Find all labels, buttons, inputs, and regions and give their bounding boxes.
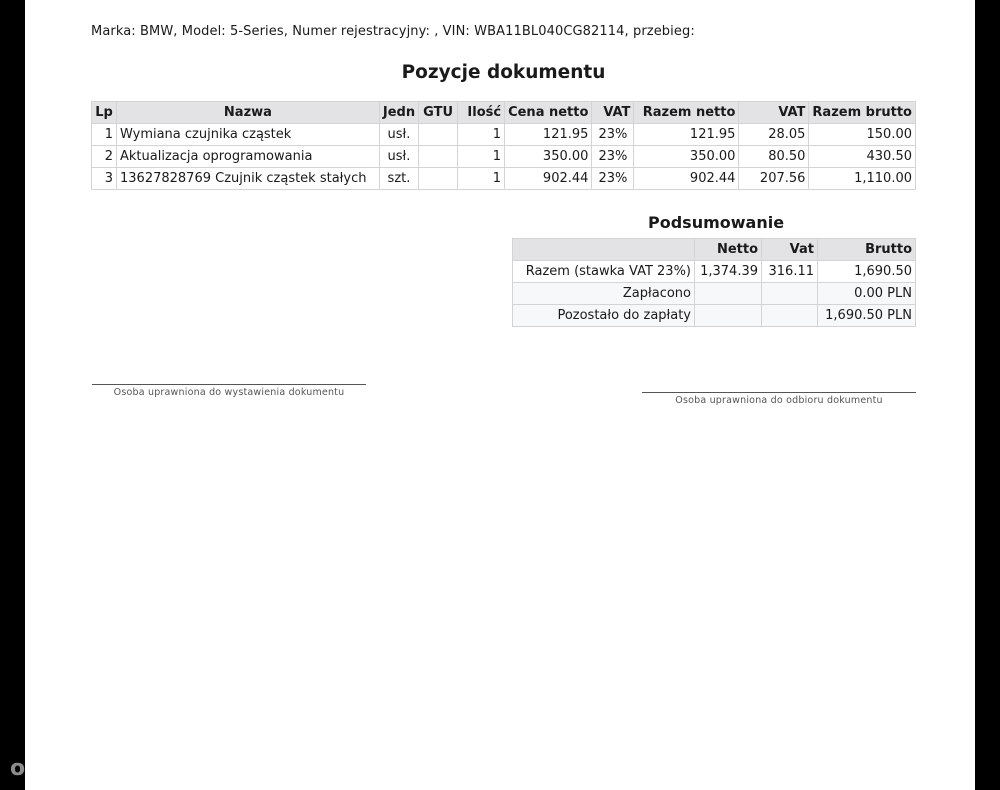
document-page: [25, 0, 975, 790]
cell-vat-amount: 28.05: [739, 124, 809, 146]
cell-vat-rate: 23%: [592, 146, 634, 168]
summary-netto: 1,374.39: [695, 261, 762, 283]
header-vat-amount: VAT: [739, 102, 809, 124]
watermark-logo: otomoto: [10, 756, 122, 781]
signature-receiver: [642, 392, 916, 406]
cell-razem-brutto: 150.00: [809, 124, 916, 146]
summary-vat: [762, 305, 818, 327]
signature-issuer: [92, 384, 366, 398]
summary-vat: 316.11: [762, 261, 818, 283]
cell-razem-netto: 121.95: [634, 124, 739, 146]
cell-cena-netto: 350.00: [505, 146, 592, 168]
signature-line: [642, 392, 916, 393]
summary-brutto: 1,690.50: [818, 261, 916, 283]
table-row: [92, 146, 916, 168]
summary-header-row: [513, 239, 916, 261]
cell-razem-netto: 350.00: [634, 146, 739, 168]
items-header-row: [92, 102, 916, 124]
items-table: [91, 101, 916, 190]
header-razem-netto: Razem netto: [634, 102, 739, 124]
signature-line: [92, 384, 366, 385]
summary-table: [512, 238, 916, 327]
cell-jedn: usł.: [379, 124, 418, 146]
cell-nazwa: 13627828769 Czujnik cząstek stałych: [117, 168, 380, 190]
summary-brutto: 0.00 PLN: [818, 283, 916, 305]
cell-gtu: [419, 124, 458, 146]
cell-ilosc: 1: [458, 168, 505, 190]
summary-label: Pozostało do zapłaty: [513, 305, 695, 327]
summary-header-brutto: Brutto: [818, 239, 916, 261]
header-razem-brutto: Razem brutto: [809, 102, 916, 124]
cell-razem-brutto: 1,110.00: [809, 168, 916, 190]
summary-header-vat: Vat: [762, 239, 818, 261]
cell-razem-brutto: 430.50: [809, 146, 916, 168]
cell-lp: 2: [92, 146, 117, 168]
cell-jedn: szt.: [379, 168, 418, 190]
cell-ilosc: 1: [458, 146, 505, 168]
cell-cena-netto: 902.44: [505, 168, 592, 190]
table-row: [92, 124, 916, 146]
section-title: Pozycje dokumentu: [401, 62, 606, 83]
cell-ilosc: 1: [458, 124, 505, 146]
cell-lp: 1: [92, 124, 117, 146]
header-lp: Lp: [92, 102, 117, 124]
cell-jedn: usł.: [379, 146, 418, 168]
summary-label: Zapłacono: [513, 283, 695, 305]
cell-cena-netto: 121.95: [505, 124, 592, 146]
summary-header-netto: Netto: [695, 239, 762, 261]
summary-netto: [695, 283, 762, 305]
table-row: [92, 168, 916, 190]
header-ilosc: Ilość: [458, 102, 505, 124]
cell-nazwa: Aktualizacja oprogramowania: [117, 146, 380, 168]
signature-receiver-label: Osoba uprawniona do odbioru dokumentu: [675, 395, 883, 406]
header-cena-netto: Cena netto: [505, 102, 592, 124]
vehicle-info: Marka: BMW, Model: 5-Series, Numer rejestracyjny: , VIN: WBA11BL040CG82114, przebieg:: [91, 24, 695, 39]
summary-header-label: [513, 239, 695, 261]
cell-vat-amount: 80.50: [739, 146, 809, 168]
header-gtu: GTU: [419, 102, 458, 124]
cell-vat-rate: 23%: [592, 168, 634, 190]
summary-netto: [695, 305, 762, 327]
summary-title: Podsumowanie: [648, 213, 785, 232]
signature-issuer-label: Osoba uprawniona do wystawienia dokumentu: [113, 387, 345, 398]
summary-row: [513, 283, 916, 305]
cell-nazwa: Wymiana czujnika cząstek: [117, 124, 380, 146]
cell-vat-amount: 207.56: [739, 168, 809, 190]
summary-brutto: 1,690.50 PLN: [818, 305, 916, 327]
summary-label: Razem (stawka VAT 23%): [513, 261, 695, 283]
header-jedn: Jedn: [379, 102, 418, 124]
header-nazwa: Nazwa: [117, 102, 380, 124]
summary-vat: [762, 283, 818, 305]
cell-lp: 3: [92, 168, 117, 190]
cell-vat-rate: 23%: [592, 124, 634, 146]
cell-gtu: [419, 168, 458, 190]
cell-gtu: [419, 146, 458, 168]
header-vat-rate: VAT: [592, 102, 634, 124]
summary-row: [513, 261, 916, 283]
cell-razem-netto: 902.44: [634, 168, 739, 190]
summary-row: [513, 305, 916, 327]
